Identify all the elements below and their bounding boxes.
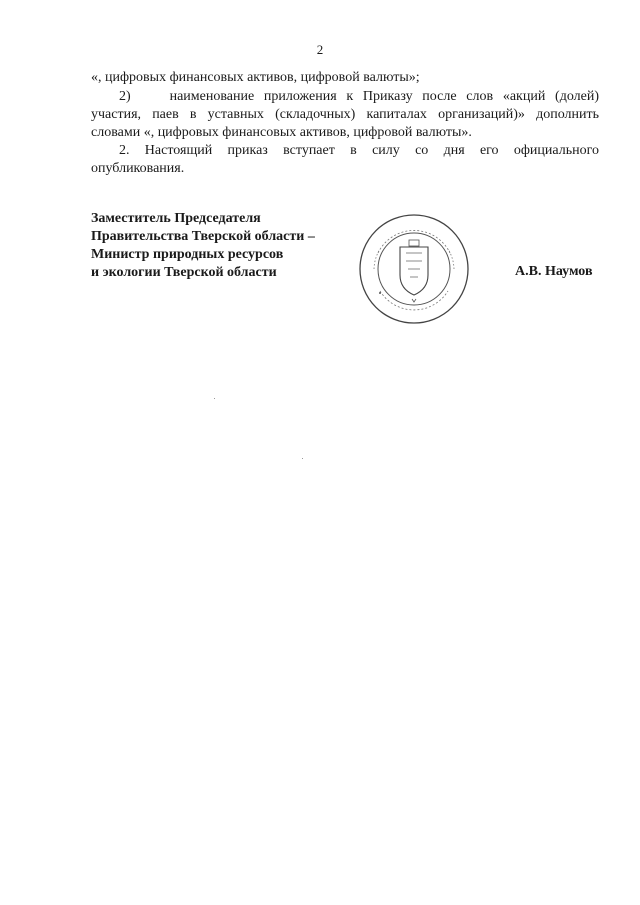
- scan-speck: [302, 458, 303, 459]
- body-line-5: 2. Настоящий приказ вступает в силу со дня его официального: [119, 143, 599, 158]
- official-seal-stamp: [358, 213, 470, 325]
- scan-speck: [214, 398, 215, 399]
- signatory-title-line: и экологии Тверской области: [91, 265, 277, 280]
- body-line-6: опубликования.: [91, 161, 185, 176]
- signatory-title-line: Заместитель Председателя: [91, 211, 261, 226]
- signatory-name: А.В. Наумов: [515, 264, 593, 279]
- signatory-title-line: Министр природных ресурсов: [91, 247, 284, 262]
- page-number: 2: [316, 42, 324, 57]
- signatory-title: [91, 210, 315, 282]
- body-line-3: участия, паев в уставных (складочных) капиталах организаций)» дополнить: [91, 107, 599, 122]
- body-line-4: словами «, цифровых финансовых активов, цифровой валюты».: [91, 125, 472, 140]
- body-line-1: «, цифровых финансовых активов, цифровой валюты»;: [91, 70, 420, 85]
- signatory-title-line: Правительства Тверской области –: [91, 229, 315, 244]
- body-line-2: 2) наименование приложения к Приказу после слов «акций (долей): [119, 89, 599, 104]
